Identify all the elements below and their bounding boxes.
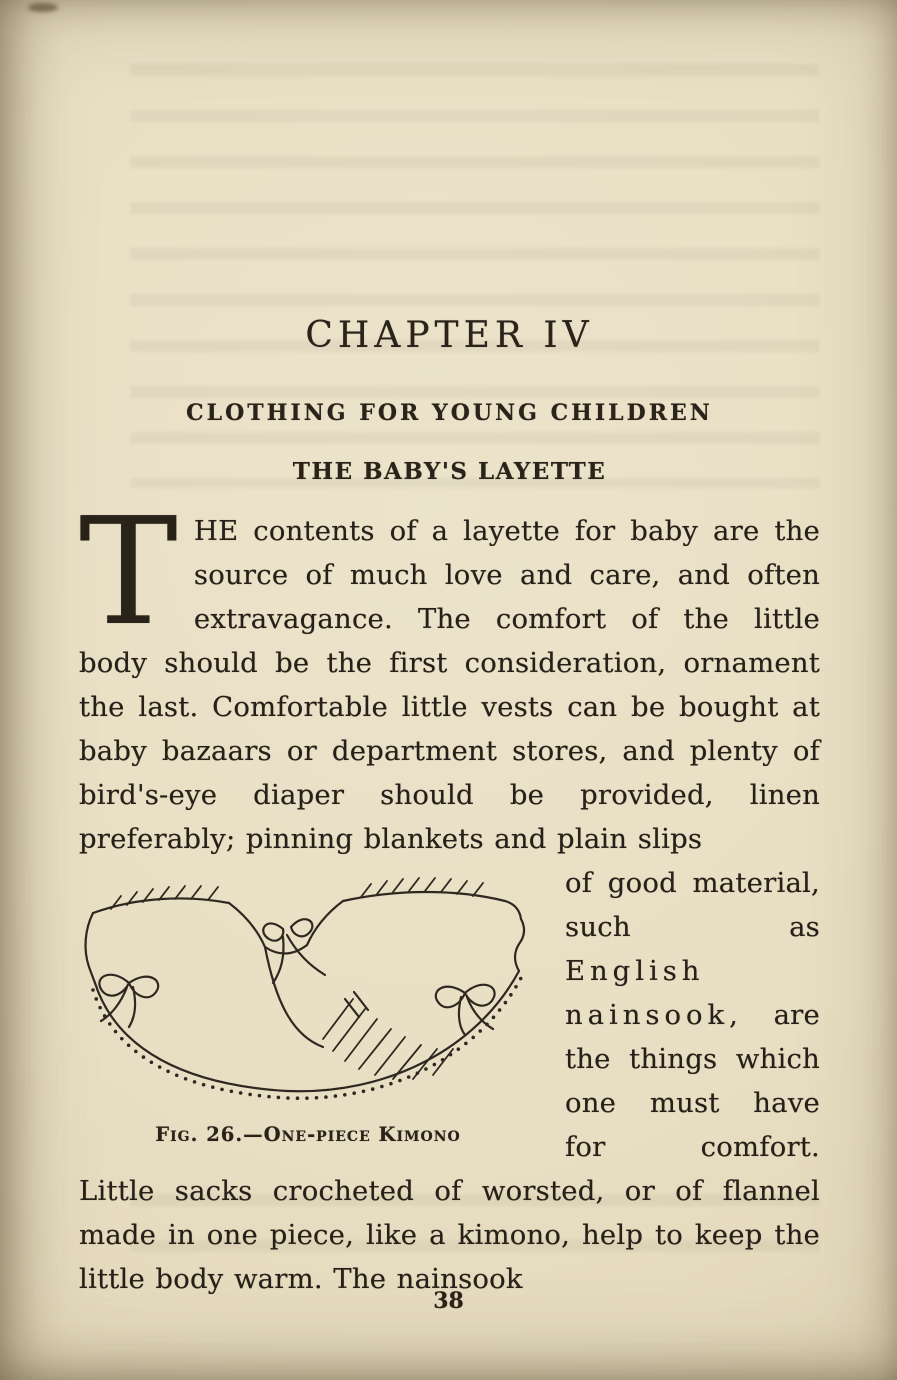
paragraph-1 — [79, 486, 820, 861]
figure-caption: Fig. 26.—One-piece Kimono — [155, 1123, 461, 1146]
chapter-heading: CHAPTER IV — [305, 315, 594, 356]
chapter-subtitle: CLOTHING FOR YOUNG CHILDREN — [186, 400, 713, 426]
paragraph-1-text: HE contents of a layette for baby are the source of much love and care, and often extravagance. The comfort of the little body should be the first consideration, ornament the last. Comfortable little vests can be bought at baby bazaars or department stores, and plenty of bird's-eye diaper should be provided, linen preferably; pinning blankets and plain slips — [79, 515, 820, 855]
figure-kimono — [77, 871, 539, 1146]
drop-cap: T — [79, 486, 178, 658]
kimono-illustration — [77, 871, 537, 1109]
paragraph-2-emphasis: English nainsook — [565, 955, 730, 1031]
section-heading: THE BABY'S LAYETTE — [292, 458, 607, 485]
figure-and-text-section — [79, 861, 820, 1301]
paragraph-2-post: , are the things which one must have for comfort. Little sacks crocheted of worsted, or of flannel made in one piece, like a kimono, help to keep the little body warm. The nainsook — [79, 999, 820, 1295]
scan-smudge — [28, 3, 58, 12]
page-number: 38 — [433, 1288, 464, 1314]
paragraph-2-pre: of good material, such as — [565, 867, 820, 943]
